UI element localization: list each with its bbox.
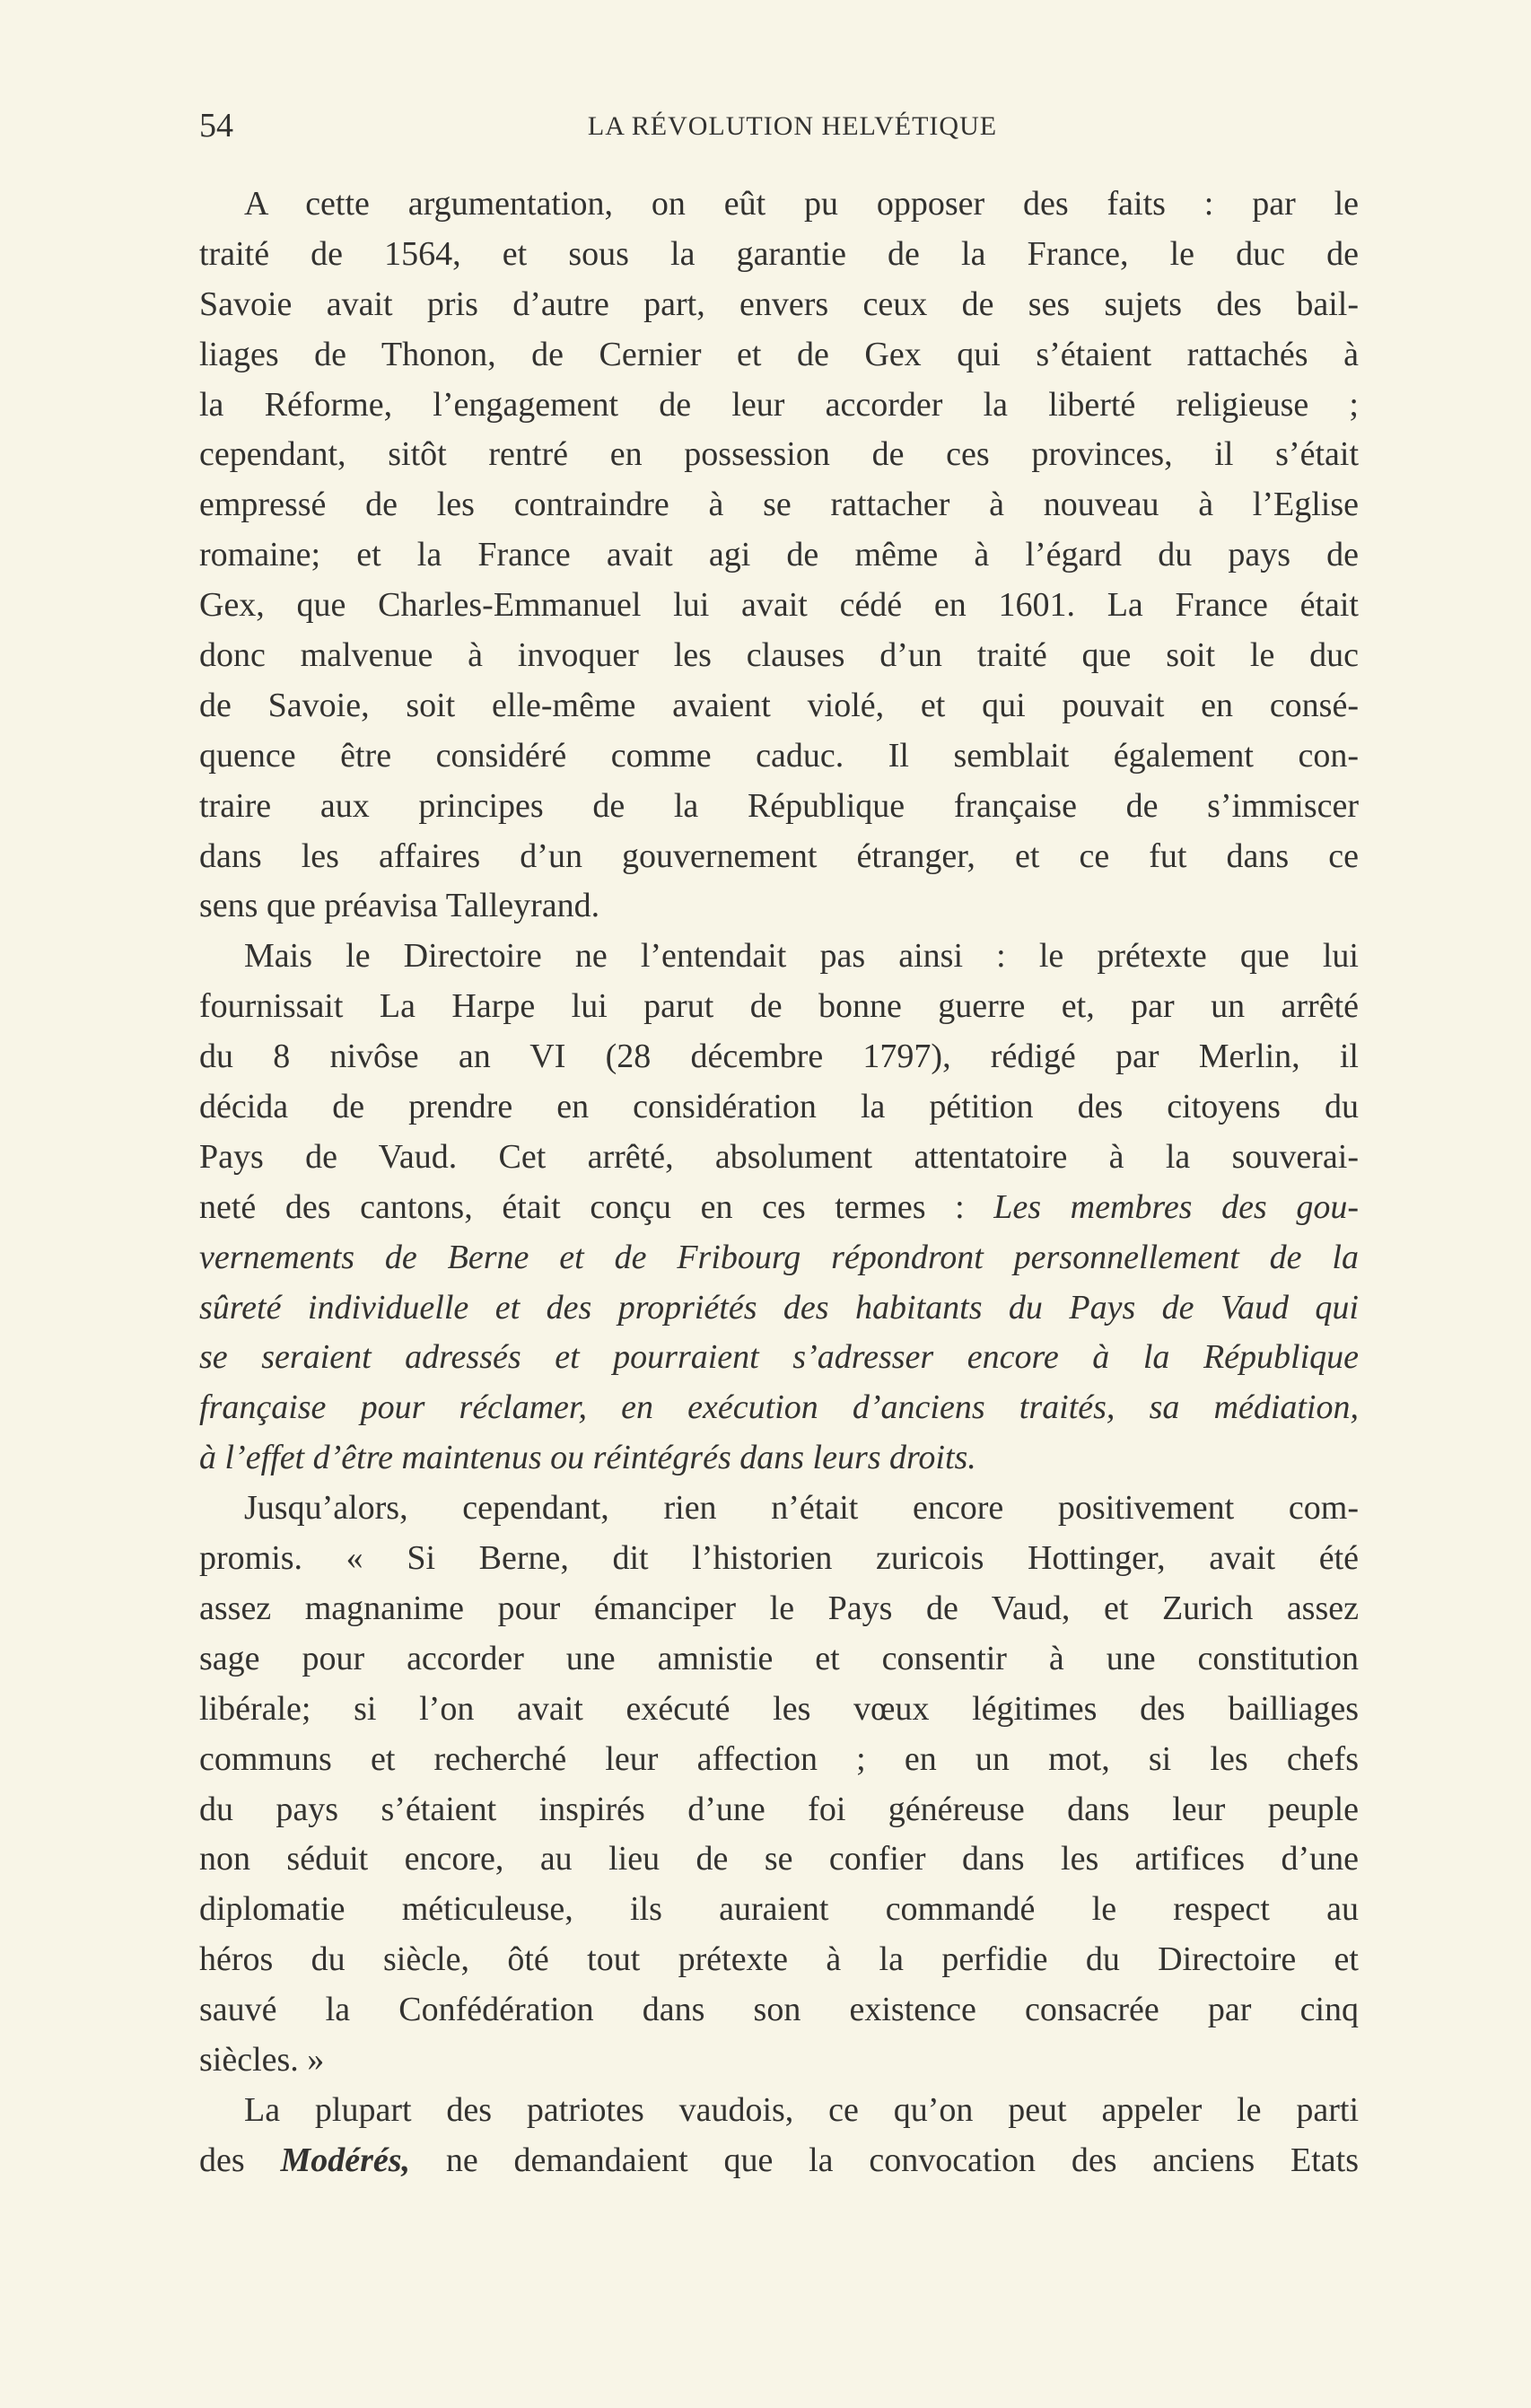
text-segment: libérale; si l’on avait exécuté les vœux légitimes des bailliages [199,1689,1359,1728]
text-line [199,381,1359,431]
text-segment: promis. « Si Berne, dit l’historien zuricois Hottinger, avait été [199,1539,1359,1578]
text-segment: de Savoie, soit elle-même avaient violé, et qui pouvait en consé- [199,686,1359,724]
text-line [199,1484,1359,1534]
italic-text-segment: Modérés, [280,2141,411,2179]
text-line [199,1584,1359,1634]
text-segment: siècles. » [199,2040,325,2079]
italic-text-segment: sûreté individuelle et des propriétés des habitants du Pays de Vaud qui [199,1288,1359,1327]
text-segment: Mais le Directoire ne l’entendait pas ainsi : le prétexte que lui [244,937,1359,976]
text-segment: empressé de les contraindre à se rattacher à nouveau à l’Eglise [199,486,1359,524]
text-line [199,2136,1359,2186]
page-number: 54 [199,107,233,144]
text-line [199,1333,1359,1383]
text-segment: sauvé la Confédération dans son existence consacrée par cinq [199,1991,1359,2029]
text-segment: neté des cantons, était conçu en ces termes : [199,1187,994,1226]
text-line [199,1985,1359,2036]
text-line [199,480,1359,530]
text-segment: traire aux principes de la République française de s’immiscer [199,786,1359,825]
text-segment: Jusqu’alors, cependant, rien n’était encore positivement com- [244,1489,1359,1528]
italic-text-segment: à l’effet d’être maintenus ou réintégrés dans leurs droits. [199,1439,976,1477]
text-segment: traité de 1564, et sous la garantie de la France, le duc de [199,234,1359,273]
text-line [199,1935,1359,1985]
text-segment: A cette argumentation, on eût pu opposer des faits : par le [244,185,1359,223]
text-segment: fournissait La Harpe lui parut de bonne guerre et, par un arrêté [199,987,1359,1026]
text-segment: romaine; et la France avait agi de même à l’égard du pays de [199,536,1359,574]
text-line [199,2036,1359,2086]
text-line [199,832,1359,882]
text-line [199,1634,1359,1685]
text-line [199,782,1359,832]
text-segment: non séduit encore, au lieu de se confier dans les artifices d’une [199,1840,1359,1878]
text-segment: diplomatie méticuleuse, ils auraient commandé le respect au [199,1890,1359,1929]
text-segment: communs et recherché leur affection ; en un mot, si les chefs [199,1739,1359,1778]
text-line [199,581,1359,631]
page-body-text [199,180,1359,2186]
text-segment: donc malvenue à invoquer les clauses d’un traité que soit le duc [199,636,1359,675]
text-line [199,430,1359,480]
text-line [199,1133,1359,1183]
italic-text-segment: vernements de Berne et de Fribourg répondront personnellement de la [199,1238,1359,1276]
text-line [199,631,1359,681]
text-segment: des [199,2141,281,2179]
text-segment: liages de Thonon, de Cernier et de Gex qui s’étaient rattachés à [199,335,1359,373]
text-line [199,280,1359,330]
text-segment: quence être considéré comme caduc. Il semblait également con- [199,736,1359,775]
text-segment: sens que préavisa Talleyrand. [199,887,600,925]
text-segment: héros du siècle, ôté tout prétexte à la perfidie du Directoire et [199,1940,1359,1979]
text-line [199,1082,1359,1133]
text-line [199,1433,1359,1484]
running-header [199,106,1359,151]
text-segment: assez magnanime pour émanciper le Pays de Vaud, et Zurich assez [199,1589,1359,1627]
text-line [199,1834,1359,1885]
text-line [199,681,1359,731]
text-line [199,2086,1359,2136]
text-segment: ne demandaient que la convocation des anciens Etats [410,2141,1359,2179]
running-title: LA RÉVOLUTION HELVÉTIQUE [587,111,998,141]
text-line [199,1685,1359,1735]
text-segment: Gex, que Charles-Emmanuel lui avait cédé en 1601. La France était [199,586,1359,625]
text-line [199,731,1359,782]
text-line [199,1383,1359,1433]
text-segment: Pays de Vaud. Cet arrêté, absolument attentatoire à la souverai- [199,1137,1359,1176]
text-line [199,1233,1359,1283]
text-segment: dans les affaires d’un gouvernement étranger, et ce fut dans ce [199,836,1359,875]
text-segment: du 8 nivôse an VI (28 décembre 1797), rédigé par Merlin, il [199,1038,1359,1076]
text-segment: la Réforme, l’engagement de leur accorder la liberté religieuse ; [199,385,1359,424]
text-line [199,180,1359,230]
text-line [199,982,1359,1032]
text-line [199,932,1359,982]
text-segment: Savoie avait pris d’autre part, envers ceux de ses sujets des bail- [199,285,1359,323]
text-segment: du pays s’étaient inspirés d’une foi généreuse dans leur peuple [199,1790,1359,1828]
italic-text-segment: française pour réclamer, en exécution d’anciens traités, sa médiation, [199,1388,1359,1427]
text-line [199,1183,1359,1233]
text-line [199,1283,1359,1334]
text-segment: décida de prendre en considération la pétition des citoyens du [199,1088,1359,1126]
italic-text-segment: Les membres des gou- [993,1187,1359,1226]
text-segment: sage pour accorder une amnistie et consentir à une constitution [199,1639,1359,1677]
text-line [199,881,1359,932]
text-line [199,1885,1359,1935]
text-line [199,530,1359,581]
text-line [199,230,1359,280]
text-segment: La plupart des patriotes vaudois, ce qu’on peut appeler le parti [244,2090,1359,2129]
italic-text-segment: se seraient adressés et pourraient s’adresser encore à la République [199,1338,1359,1377]
text-line [199,330,1359,381]
text-line [199,1032,1359,1082]
text-line [199,1785,1359,1835]
text-line [199,1534,1359,1584]
text-line [199,1735,1359,1785]
text-segment: cependant, sitôt rentré en possession de ces provinces, il s’était [199,435,1359,474]
